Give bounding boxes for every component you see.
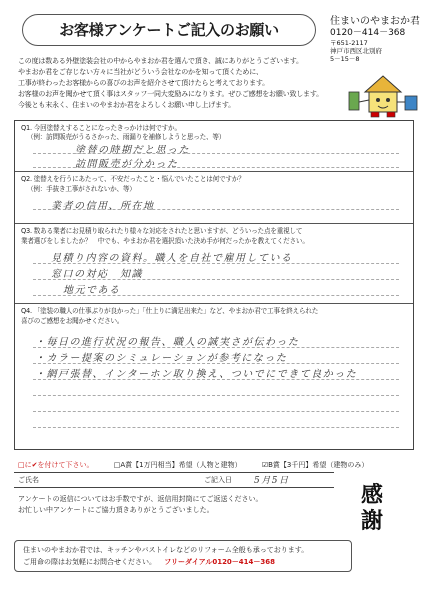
answer-line [33,379,399,380]
reply-note [18,494,262,516]
question-2-example: （例：手抜き工事がされないか、等） [27,185,136,193]
answer-3-line-1: 見積り内容の資料。職人を自社で雇用している [51,253,293,264]
reply-line: アンケートの返信についてはお手数ですが、返信用封筒にてご返送ください。 [18,495,263,503]
answer-4-line-2: ・カラー提案のシミュレーションが参考になった [35,353,288,364]
answer-line [33,167,399,168]
consent-instruction: □に✔を付けて下さい。 [18,461,94,469]
question-3-text-2: 業者選びをしましたか？ 中でも、やまおか君を選択頂いた決め手が何だったかを教えてください。 [21,237,309,245]
answer-3-line-3: 地元である [63,285,121,296]
intro-line: お客様のお声を聞かせて頂く事はスタッフ一同大変励みになります。ぜひご感想をお願い致します。 [18,90,323,98]
mascot-illustration [345,62,421,118]
page-title: お客様アンケートご記入のお願い [22,14,316,46]
question-1-example: （例：訪問販売がうるさかった、雨漏りを補修しようと思った、等） [27,133,226,141]
answer-line [33,395,399,396]
footer-box [14,540,352,572]
question-4-text: Q4. 「塗装の職人の仕事ぶりが良かった」「仕上りに満足出来た」など、やまおか君で工事を終えられた [21,307,319,315]
answer-line [33,279,399,280]
company-name: 住まいのやまおか君 [330,16,420,27]
company-address-2: 5－15－8 [330,55,360,63]
company-address-1: 神戸市西区北別府 [330,47,382,55]
intro-text [18,56,348,111]
option-b-checkbox[interactable]: ☑B賞【3千円】希望（建物のみ） [261,461,369,469]
answer-2-line-1: 業者の信用、所在地 [51,201,155,212]
answer-line [33,295,399,296]
answer-line [33,209,399,210]
question-1 [15,121,413,172]
question-4-text-2: 喜びのご感想をお聞かせください。 [21,317,124,325]
name-date-row [14,472,334,488]
intro-line: 今後とも末永く、住まいのやまおか君をよろしくお願い申し上げます。 [18,101,235,109]
answer-line [33,153,399,154]
date-value[interactable]: 5月5日 [254,476,290,486]
question-4 [15,303,413,449]
kansha-calligraphy: 感謝 [360,482,383,534]
footer-line-2-text: ご用命の際はお気軽にお問合せください。 [23,558,156,566]
answer-3-line-2: 窓口の対応 知識 [51,269,143,280]
intro-line: この度は数ある外壁塗装会社の中からやまおか君を選んで頂き、誠にありがとうございます。 [18,57,303,65]
reply-line: お忙しい中アンケートにご協力頂きありがとうございました。 [18,506,214,514]
intro-line: 工事が終わったお客様からの喜びのお声を紹介させて頂けたらと考えております。 [18,79,269,87]
answer-line [33,263,399,264]
answer-1-line-2: 訪問販売が分かった [75,159,179,170]
question-1-text: Q1. 今回塗替えすることになったきっかけは何ですか。 [21,124,181,132]
answer-line [33,411,399,412]
date-label: ご記入日 [204,476,232,484]
answer-4-line-3: ・網戸張替、インターホン取り換え、ついでにできて良かった [35,369,358,380]
questionnaire-box [14,120,414,450]
footer-line-1: 住まいのやまおか君では、キッチンやバストイレなどのリフォーム全般も承っております。 [23,546,309,554]
company-postal: 〒651-2117 [330,39,368,47]
option-a-checkbox[interactable]: □A賞【1万円相当】希望（人物と建物） [113,461,242,469]
company-phone: 0120－414－368 [330,27,406,38]
answer-1-line-1: 塗替の時期だと思った [75,145,190,156]
question-2 [15,171,413,224]
answer-4-line-1: ・毎日の進行状況の報告、職人の誠実さが伝わった [35,337,300,348]
answer-line [33,427,399,428]
footer-line-2 [23,557,275,567]
question-2-text: Q2. 塗替えを行うにあたって、不安だったこと・悩んでいたことは何ですか？ [21,175,245,183]
name-label: ご氏名 [18,476,39,484]
question-3-text: Q3. 数ある業者にお見積り取られたり様々な対応をされたと思いますが、どういった点を重視して [21,227,303,235]
answer-line [33,347,399,348]
consent-row [18,460,368,470]
answer-line [33,363,399,364]
freedial-number[interactable]: フリーダイアル0120－414－368 [164,558,276,566]
intro-line: やまおか君をご存じない方々に当社がどういう会社なのかを知って頂くために、 [18,68,263,76]
question-3 [15,223,413,304]
